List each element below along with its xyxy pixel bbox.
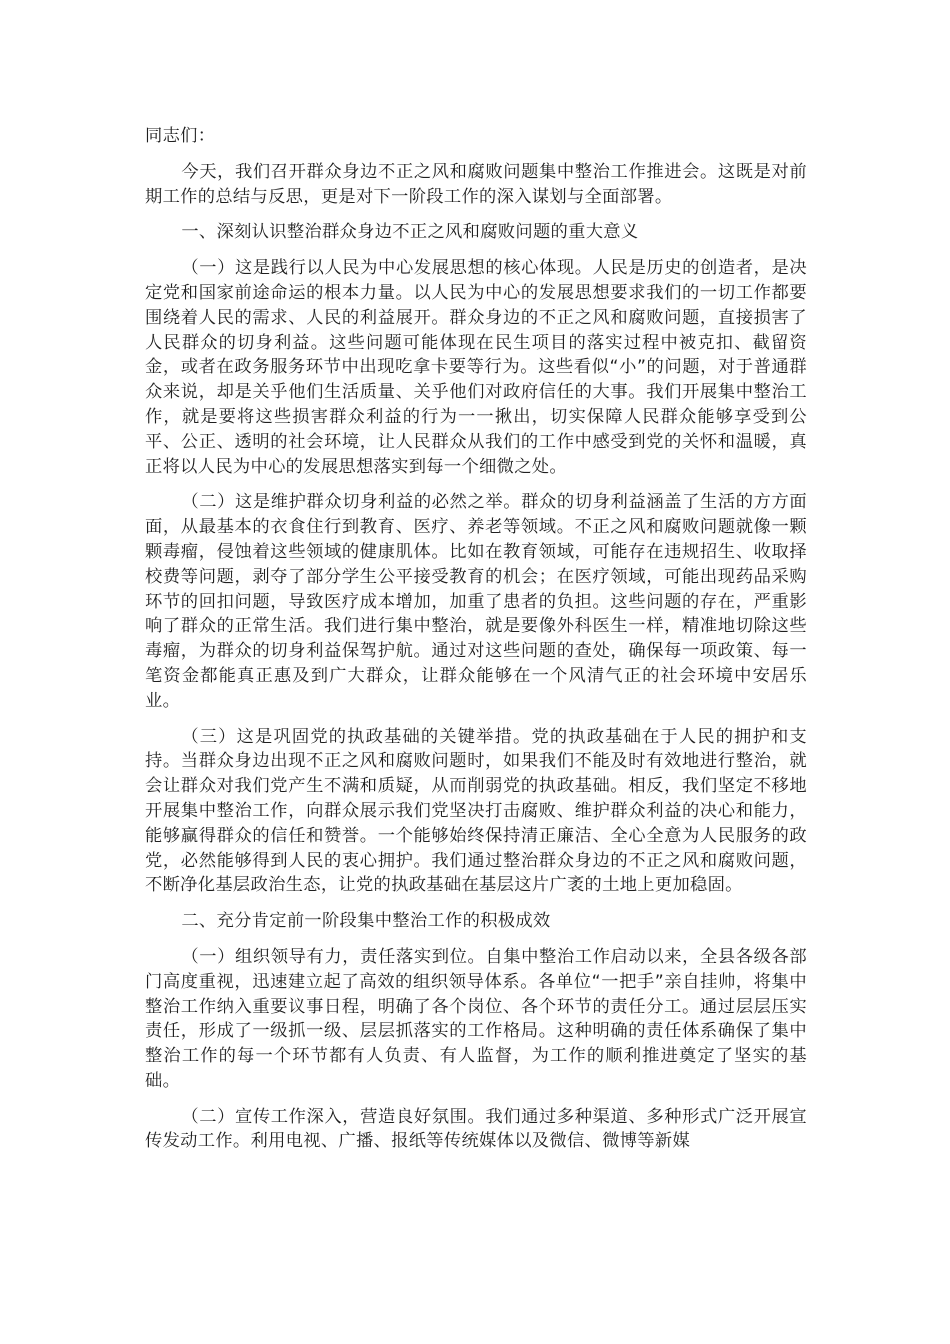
- document-page: [145, 124, 807, 1165]
- salutation: 同志们：: [145, 126, 216, 146]
- section-heading-1: 一、深刻认识整治群众身边不正之风和腐败问题的重大意义: [181, 222, 639, 243]
- paragraph-2-2: （二）宣传工作深入，营造良好氛围。我们通过多种渠道、多种形式广泛开展宣传发动工作。利用电视、广播、报纸等传统媒体以及微信、微博等新媒: [145, 1106, 807, 1152]
- paragraph-1-2: （二）这是维护群众切身利益的必然之举。群众的切身利益涵盖了生活的方方面面，从最基本的衣食住行到教育、医疗、养老等领域。不正之风和腐败问题就像一颗颗毒瘤，侵蚀着这些领域的健康肌体。比如在教育领域，可能存在违规招生、收取择校费等问题，剥夺了部分学生公平接受教育的机会；在医疗领域，可能出现药品采购环节的回扣问题，导致医疗成本增加，加重了患者的负担。这些问题的存在，严重影响了群众的正常生活。我们进行集中整治，就是要像外科医生一样，精准地切除这些毒瘤，为群众的切身利益保驾护航。通过对这些问题的查处，确保每一项政策、每一笔资金都能真正惠及到广大群众，让群众能够在一个风清气正的社会环境中安居乐业。: [145, 492, 807, 711]
- paragraph-intro: 今天，我们召开群众身边不正之风和腐败问题集中整治工作推进会。这既是对前期工作的总结与反思，更是对下一阶段工作的深入谋划与全面部署。: [145, 161, 807, 207]
- paragraph-1-1: （一）这是践行以人民为中心发展思想的核心体现。人民是历史的创造者，是决定党和国家前途命运的根本力量。以人民为中心的发展思想要求我们的一切工作都要围绕着人民的需求、人民的利益展开。群众身边的不正之风和腐败问题，直接损害了人民群众的切身利益。这些问题可能体现在民生项目的落实过程中被克扣、截留资金，或者在政务服务环节中出现吃拿卡要等行为。这些看似“小”的问题，对于普通群众来说，却是关乎他们生活质量、关乎他们对政府信任的大事。我们开展集中整治工作，就是要将这些损害群众利益的行为一一揪出，切实保障人民群众能够享受到公平、公正、透明的社会环境，让人民群众从我们的工作中感受到党的关怀和温暖，真正将以人民为中心的发展思想落实到每一个细微之处。: [145, 258, 807, 477]
- paragraph-1-3: （三）这是巩固党的执政基础的关键举措。党的执政基础在于人民的拥护和支持。当群众身边出现不正之风和腐败问题时，如果我们不能及时有效地进行整治，就会让群众对我们党产生不满和质疑，从而削弱党的执政基础。相反，我们坚定不移地开展集中整治工作，向群众展示我们党坚决打击腐败、维护群众利益的决心和能力，能够赢得群众的信任和赞誉。一个能够始终保持清正廉洁、全心全意为人民服务的政党，必然能够得到人民的衷心拥护。我们通过整治群众身边的不正之风和腐败问题，不断净化基层政治生态，让党的执政基础在基层这片广袤的土地上更加稳固。: [145, 726, 807, 896]
- section-heading-2: 二、充分肯定前一阶段集中整治工作的积极成效: [181, 911, 551, 932]
- paragraph-2-1: （一）组织领导有力，责任落实到位。自集中整治工作启动以来，全县各级各部门高度重视，迅速建立起了高效的组织领导体系。各单位“一把手”亲自挂帅，将集中整治工作纳入重要议事日程，明确了各个岗位、各个环节的责任分工。通过层层压实责任，形成了一级抓一级、层层抓落实的工作格局。这种明确的责任体系确保了集中整治工作的每一个环节都有人负责、有人监督，为工作的顺利推进奠定了坚实的基础。: [145, 946, 807, 1091]
